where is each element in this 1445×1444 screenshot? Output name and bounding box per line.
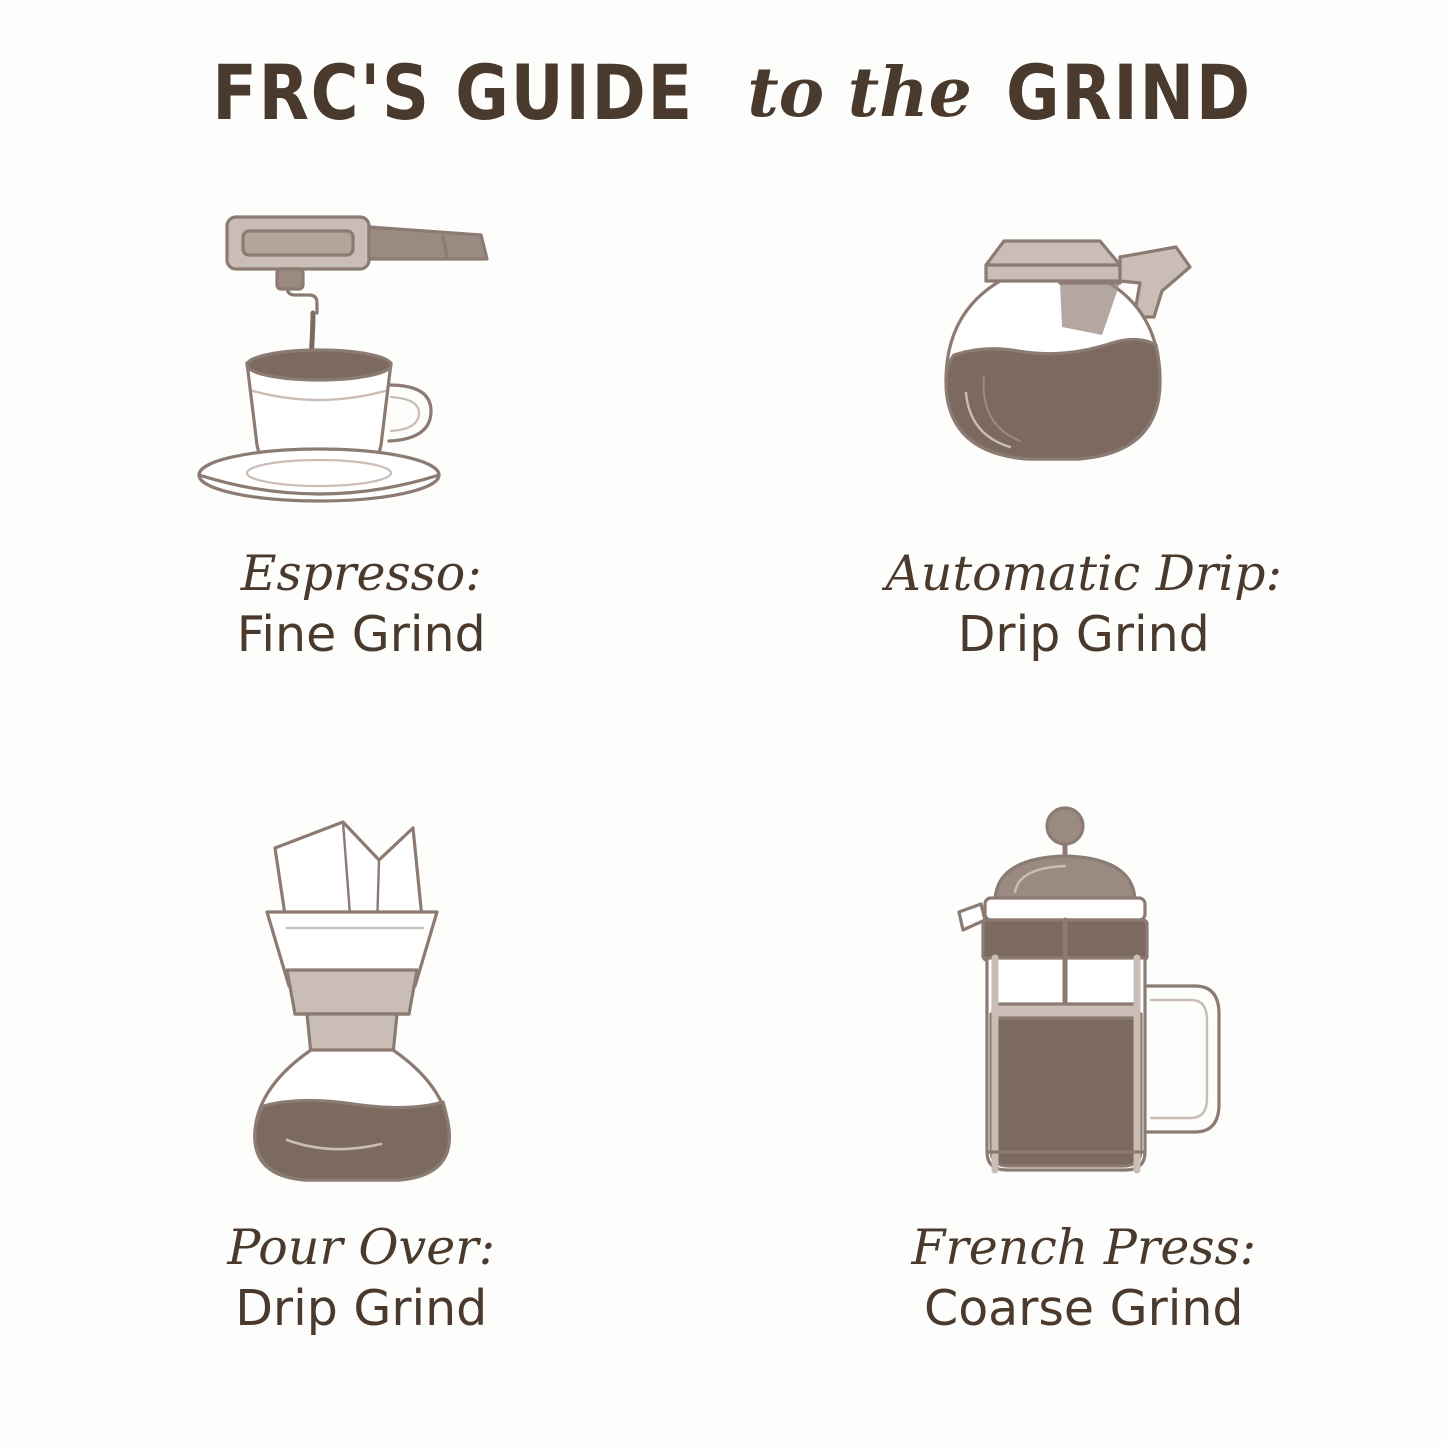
caption-french-press (911, 1220, 1256, 1338)
caption-espresso (237, 546, 486, 664)
grind-label-pour-over: Drip Grind (235, 1279, 488, 1337)
grind-label-french-press: Coarse Grind (923, 1279, 1244, 1337)
caption-pour-over (227, 1220, 495, 1338)
grind-label-automatic-drip: Drip Grind (957, 605, 1210, 663)
brew-method-card-automatic-drip (723, 190, 1445, 800)
caption-automatic-drip (886, 546, 1282, 664)
brew-method-card-pour-over (0, 800, 723, 1410)
method-label-automatic-drip: Automatic Drip: (885, 545, 1282, 602)
method-label-espresso: Espresso: (240, 545, 482, 602)
brew-method-card-espresso (0, 190, 723, 800)
espresso-machine-icon (191, 190, 531, 520)
brew-method-grid (0, 190, 1445, 1410)
french-press-icon (919, 800, 1249, 1200)
page-title (0, 48, 1445, 137)
coffee-carafe-icon (914, 190, 1254, 520)
method-label-pour-over: Pour Over: (227, 1219, 496, 1276)
grind-label-espresso: Fine Grind (236, 605, 486, 663)
page-title-part1: FRC'S GUIDE (212, 48, 694, 137)
page-title-part2: to the (747, 52, 972, 133)
method-label-french-press: French Press: (911, 1219, 1257, 1276)
brew-method-card-french-press (723, 800, 1445, 1410)
pour-over-chemex-icon (201, 800, 521, 1200)
page-title-part3: GRIND (1006, 48, 1253, 137)
